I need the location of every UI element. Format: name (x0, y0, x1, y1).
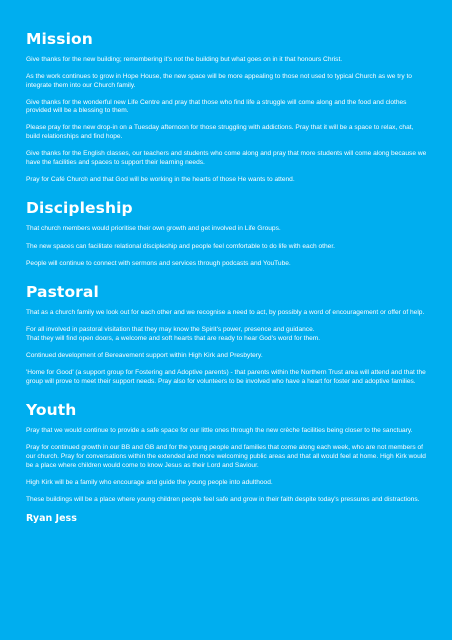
paragraph: Pray for continued growth in our BB and GB and for the young people and families that come along each week, who are not members of our church. Pray for conversations within the extended and more welcoming public areas and that all would feel at home. High Kirk would be a place where children would come to know Jesus as their Lord and Saviour. (26, 444, 426, 469)
paragraph: Pray that we would continue to provide a safe space for our little ones through the new crèche facilities being closer to the sanctuary. (26, 427, 413, 435)
paragraph: That as a church family we look out for each other and we recognise a need to act, by possibly a word of encouragement or offer of help. (26, 309, 425, 317)
paragraph: Give thanks for the wonderful new Life Centre and pray that those who find life a struggle will come along and the food and clothes provided will be a blessing to them. (26, 98, 407, 115)
paragraph: The new spaces can facilitate relational discipleship and people feel comfortable to do life with each other. (26, 242, 335, 250)
section-pastoral (26, 283, 428, 386)
paragraph: 'Home for Good' (a support group for Fostering and Adoptive parents) - that parents within the Northern Trust area will attend and that the group will prove to meet their support needs. Pray also for volunteers to be involved who have a heart for foster and adoptive families. (26, 369, 426, 385)
paragraph: People will continue to connect with sermons and services through podcasts and YouTube. (26, 259, 291, 267)
paragraph: High Kirk will be a family who encourage and guide the young people into adulthood. (26, 478, 273, 486)
section-heading: Youth (26, 401, 77, 420)
paragraph: As the work continues to grow in Hope House, the new space will be more appealing to those not used to typical Church as we try to integrate them into our Church family. (26, 73, 412, 89)
paragraph: Pray for Café Church and that God will be working in the hearts of those He wants to attend. (26, 175, 295, 183)
signature: Ryan Jess (26, 512, 77, 524)
section-discipleship (26, 199, 428, 268)
section-youth (26, 401, 428, 525)
paragraph: Continued development of Bereavement support within High Kirk and Presbytery. (26, 352, 263, 359)
paragraph: Please pray for the new drop-in on a Tuesday afternoon for those struggling with addictions. Pray that it will be a space to relax, chat, build relationships and find hope. (26, 124, 414, 141)
paragraph: Give thanks for the English classes, our teachers and students who come along and pray that more students will come along because we have the facilities and spaces to support their learning needs. (26, 150, 427, 166)
paragraph: That church members would prioritise their own growth and get involved in Life Groups. (26, 225, 281, 233)
section-heading: Discipleship (26, 199, 133, 218)
section-heading: Mission (26, 30, 93, 48)
section-mission (26, 30, 428, 184)
paragraph: Give thanks for the new building; remembering it's not the building but what goes on in it that honours Christ. (26, 56, 343, 63)
section-heading: Pastoral (26, 283, 99, 302)
paragraph: These buildings will be a place where young children people feel safe and grow in their faith despite today's pressures and distractions. (26, 495, 420, 503)
paragraph: For all involved in pastoral visitation that they may know the Spirit's power, presence and guidance. That they will find open doors, a welcome and soft hearts that are ready to hear God's word for them. (26, 326, 321, 342)
